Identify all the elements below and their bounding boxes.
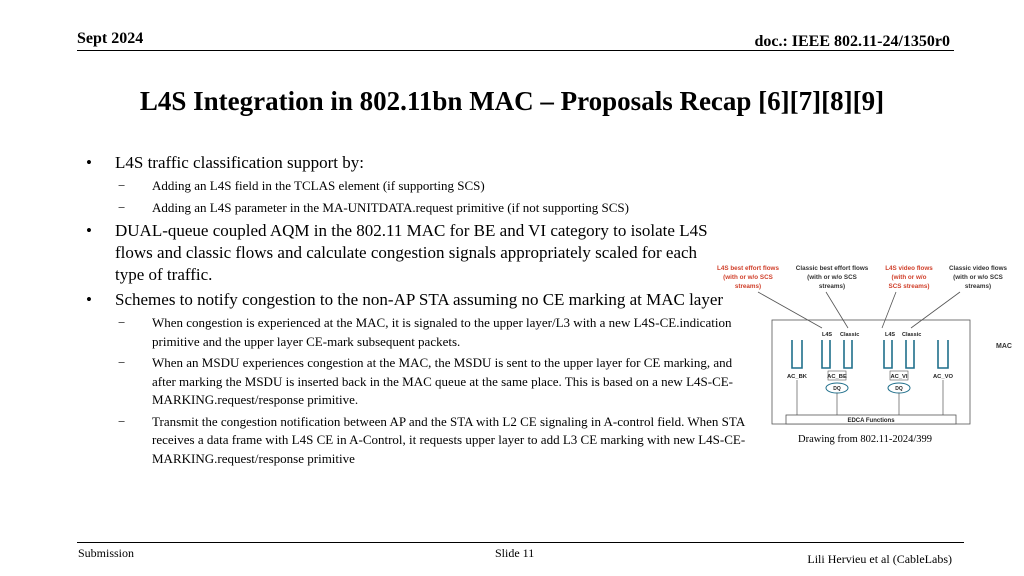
sub-bullet-text: When an MSDU experiences congestion at the MAC, the MSDU is sent to the upper layer for CE marking, and after marking the MSDU is inserted back in the MAC queue at the same place. This is based on a new L4S-CE-MARKING.request/response primitive. — [152, 355, 734, 407]
footer-author: Lili Hervieu et al (CableLabs) — [807, 552, 952, 566]
bullet-list — [86, 152, 746, 471]
ac-be-label: AC_BE — [827, 374, 847, 380]
footer-divider — [77, 542, 964, 543]
footer-submission: Submission — [78, 546, 135, 560]
flow-label-classic-vi-1: Classic video flows — [948, 265, 1008, 272]
queue-label-l4s-be: L4S — [822, 332, 833, 338]
sub-bullet-item — [86, 314, 746, 351]
ac-vi-label: AC_VI — [890, 374, 908, 380]
bullet-item — [86, 152, 746, 174]
flow-arrow — [826, 292, 848, 328]
queue-vi-l4s — [884, 340, 892, 368]
bullet-text: DUAL-queue coupled AQM in the 802.11 MAC for BE and VI category to isolate L4S flows and classic flows and calculate congestion signals appropriately scaled for each type of traffic. — [115, 221, 708, 284]
header-date: Sept 2024 — [77, 30, 144, 47]
ac-bk-label: AC_BK — [787, 374, 807, 380]
sub-bullet-item — [86, 413, 752, 469]
dual-queue-diagram — [706, 262, 1020, 432]
ac-vo-label: AC_VO — [933, 374, 953, 380]
queue-label-classic-vi: Classic — [902, 332, 922, 338]
mac-label: MAC — [996, 343, 1012, 350]
flow-arrow — [882, 292, 896, 328]
bullet-marker: • — [86, 153, 92, 172]
header-divider — [77, 50, 954, 51]
sub-bullet-item — [86, 177, 746, 196]
queue-be-classic — [844, 340, 852, 368]
queue-vi-classic — [906, 340, 914, 368]
slide-title: L4S Integration in 802.11bn MAC – Proposals Recap [6][7][8][9] — [139, 86, 885, 116]
flow-label-l4s-be-2: (with or w/o SCS — [723, 274, 773, 281]
figure-caption: Drawing from 802.11-2024/399 — [798, 434, 933, 445]
bullet-marker: • — [86, 290, 92, 309]
flow-label-l4s-be-1: L4S best effort flows — [717, 265, 779, 272]
queue-label-classic-be: Classic — [840, 332, 860, 338]
flow-arrow — [758, 292, 822, 328]
sub-bullet-text: Transmit the congestion notification between AP and the STA with L2 CE signaling in A-control field. When STA receives a data frame with L4S CE in A-Control, it requests upper layer to add L3 CE marking with new L4S-CE-MARKING.request/response primitive — [152, 413, 746, 466]
queue-be-l4s — [822, 340, 830, 368]
flow-label-l4s-vi-1: L4S video flows — [885, 265, 933, 272]
flow-label-classic-be-3: streams) — [818, 283, 846, 290]
queue-label-l4s-vi: L4S — [885, 332, 896, 338]
dq-vi-label: DQ — [895, 386, 903, 392]
bullet-item — [86, 289, 745, 311]
flow-label-l4s-be-3: streams) — [734, 283, 762, 290]
flow-label-l4s-vi-2: (with or w/o — [891, 274, 927, 281]
sub-bullet-text: When congestion is experienced at the MAC, it is signaled to the upper layer/L3 with a new L4S-CE.indication primitive and the upper layer CE-mark subsequent packets. — [152, 315, 732, 349]
bullet-item — [86, 220, 725, 286]
flow-label-classic-vi-2: (with or w/o SCS — [953, 274, 1003, 281]
sub-bullet-text: Adding an L4S parameter in the MA-UNITDATA.request primitive (if not supporting SCS) — [152, 199, 629, 215]
flow-label-classic-be-2: (with or w/o SCS — [807, 274, 857, 281]
sub-bullet-text: Adding an L4S field in the TCLAS element (if supporting SCS) — [152, 178, 485, 193]
sub-bullet-item — [86, 199, 746, 218]
queue-ac-vo — [938, 340, 948, 368]
sub-bullet-item — [86, 354, 746, 410]
flow-arrow — [911, 292, 960, 328]
edca-functions-label: EDCA Functions — [847, 418, 895, 424]
flow-label-classic-be-1: Classic best effort flows — [795, 265, 869, 272]
flow-label-l4s-vi-3: SCS streams) — [888, 283, 930, 290]
header-doc-id: doc.: IEEE 802.11-24/1350r0 — [754, 33, 950, 50]
sub-bullet-marker: − — [118, 413, 126, 429]
bullet-text: L4S traffic classification support by: — [115, 153, 364, 172]
sub-bullet-marker: − — [118, 315, 126, 330]
flow-label-classic-vi-3: streams) — [964, 283, 992, 290]
mac-box — [772, 320, 970, 424]
queue-ac-bk — [792, 340, 802, 368]
bullet-text: Schemes to notify congestion to the non-AP STA assuming no CE marking at MAC layer — [115, 290, 724, 309]
footer-slide-number: Slide 11 — [495, 546, 535, 560]
sub-bullet-marker: − — [118, 199, 126, 215]
bullet-marker: • — [86, 221, 92, 240]
dq-be-label: DQ — [833, 386, 841, 392]
sub-bullet-marker: − — [118, 178, 126, 193]
sub-bullet-marker: − — [118, 355, 126, 370]
